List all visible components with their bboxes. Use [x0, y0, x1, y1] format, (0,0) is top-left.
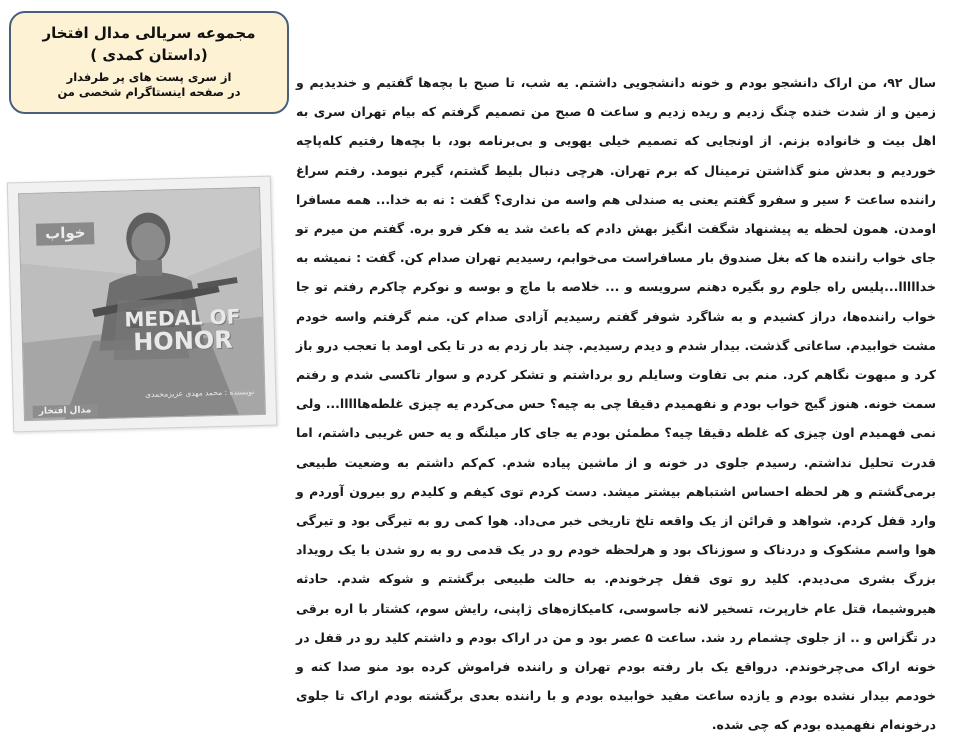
book-cover [7, 176, 277, 433]
source-note-line1: از سری پست های پر طرفدار [66, 70, 232, 84]
logo-line1: MEDAL OF [124, 304, 241, 332]
series-subtitle: (داستان کمدی ) [90, 46, 208, 64]
book-cover-art [18, 187, 266, 421]
medal-of-honor-logo [112, 306, 253, 356]
title-box [9, 11, 289, 114]
logo-line2: HONOR [132, 325, 234, 357]
series-title: مجموعه سریالی مدال افتخار [42, 24, 256, 42]
source-note-line2: در صفحه اینستاگرام شخصی من [57, 85, 241, 99]
cover-author: نویسنده : محمد مهدی عزیزمحمدی [145, 387, 255, 399]
cover-title: مدال افتخار [33, 404, 98, 418]
story-text: سال ۹۲، من اراک دانشجو بودم و خونه دانشجویی داشتم. یه شب، تا صبح با بچه‌ها گفتیم و خندیدیم و زمین و از شدت خنده چنگ زدیم و ریده زدیم و ساعت ۵ صبح من تصمیم گرفتم که بیام تهران سری به اهل بیت و خانواده بزنم. از اونجایی که تصمیم خیلی یهویی و بی‌برنامه بود، با بچه‌ها رفتیم کله‌پاچه خوردیم و بعدش منو گذاشتن ترمینال که برم تهران. هرچی دنبال بلیط گشتم، گیرم نیومد. رفتم سراغ راننده ساعت ۶ سیر و سفرو گفتم یعنی یه صندلی هم واسه من نداری؟ گفت : نه به خدا... همه مسافرا اومدن. همون لحظه یه پیشنهاد شگفت انگیز بهش دادم که باعث شد یه فکر فرو بره. گفتم من میرم تو جای خواب راننده ها که بغل صندوق بار مسافراست می‌خوابم، رسیدیم تهران صدام کن. گفت : نمیشه به خدااااا...پلیس راه جلوم رو بگیره دهنم سرویسه و ... خلاصه با ماچ و بوسه و نوکرم چاکرم رفتم تو جا خواب راننده‌ها، دراز کشیدم و به شاگرد شوفر گفتم رسیدیم آزادی صدام کن. منم گرفتم واسه خودم مشت خوابیدم. ساعاتی گذشت. بیدار شدم و دیدم رسیدیم. چند بار زدم به در تا یکی اومد با تعجب درو باز کرد و مبهوت نگاهم کرد. منم بی تفاوت وسایلم رو برداشتم و تشکر کردم و سوار تاکسی شدم و رفتم سمت خونه. هنوز گیج خواب بودم و نفهمیدم دقیقا چی به چیه؟ حس می‌کردم یه چیزی غلطه‌هااااا... ولی نمی فهمیدم اون چیزی که غلطه دقیقا چیه؟ مطمئن بودم یه جای کار میلنگه و یه حس غریبی داشتم، اما قدرت تحلیل نداشتم. رسیدم جلوی در خونه و از ماشین پیاده شدم. کم‌کم داشتم به وضعیت طبیعی برمی‌گشتم و هر لحظه احساس اشتباهم بیشتر میشد. دست کردم توی کیفم و کلیدم رو بیرون آوردم و وارد قفل کردم. شواهد و قرائن از یک واقعه تلخ تاریخی خبر می‌داد. هوا کمی رو به تیرگی بود و تیرگی هوا واسم مشکوک و دردناک و سوزناک بود و هرلحظه خودم رو در یک قدمی رو به رو شدن با یک رویداد بزرگ بشری می‌دیدم. کلید رو توی قفل چرخوندم. به حالت طبیعی برگشتم و شوکه شدم. حادثه هیروشیما، قتل عام خارپرت، تسخیر لانه جاسوسی، کامیکازه‌های ژاپنی، رایش سوم، کشتار با اره برقی در تگزاس و .. از جلوی چشمام رد شد. ساعت ۵ عصر بود و من در اراک بودم و داشتم کلید رو در قفل در خونه اراک می‌چرخوندم. درواقع یک بار رفته بودم تهران و راننده فراموش کرده بود منو صدا کنه و خودمم بیدار نشده بودم و یازده ساعت مفید خوابیده بودم و با راننده بعدی برگشته بودم اراک تا جلوی درخونه‌ام نفهمیده بودم که چی شده. [296, 75, 936, 733]
cover-badge: خواب [36, 222, 95, 246]
